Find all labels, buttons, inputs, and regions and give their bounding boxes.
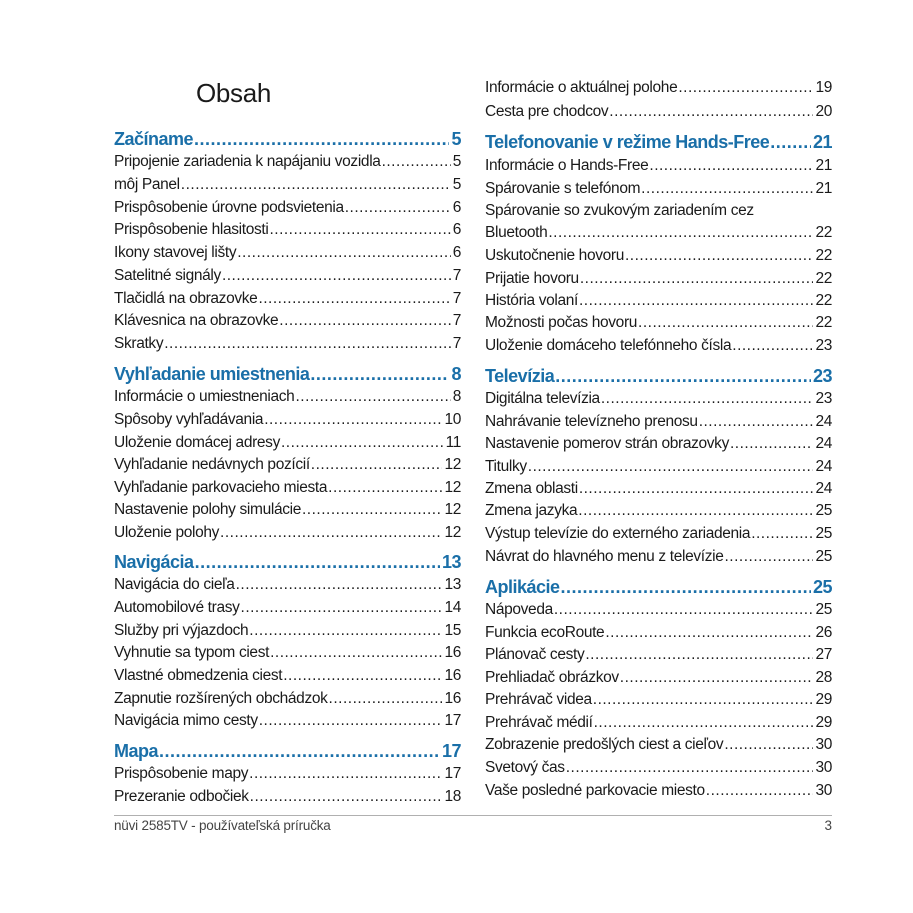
toc-page-number: 29 bbox=[815, 691, 832, 708]
toc-entry-title: môj Panel bbox=[114, 176, 180, 193]
toc-entry-title: Informácie o Hands-Free bbox=[485, 157, 649, 174]
toc-section-heading[interactable] bbox=[114, 738, 461, 764]
toc-leader-dots bbox=[328, 477, 442, 499]
toc-page-number: 24 bbox=[815, 435, 832, 452]
toc-page-number: 21 bbox=[815, 157, 832, 174]
toc-entry-title: Informácie o aktuálnej polohe bbox=[485, 79, 678, 96]
toc-page-number: 17 bbox=[441, 741, 461, 761]
toc-entry-title: Vyhľadanie umiestnenia bbox=[114, 364, 310, 384]
toc-entry-title: Výstup televízie do externého zariadenia bbox=[485, 525, 751, 542]
toc-leader-dots bbox=[730, 433, 813, 455]
toc-entry-title: Služby pri výjazdoch bbox=[114, 622, 249, 639]
toc-section-heading[interactable] bbox=[485, 363, 832, 389]
toc-entry-title: Aplikácie bbox=[485, 577, 560, 597]
toc-page-number: 13 bbox=[444, 576, 461, 593]
toc-entry[interactable] bbox=[485, 335, 832, 357]
toc-page-number: 25 bbox=[815, 525, 832, 542]
toc-page-number: 7 bbox=[452, 312, 461, 329]
toc-page-number: 22 bbox=[815, 247, 832, 264]
toc-page-number: 30 bbox=[815, 759, 832, 776]
toc-leader-dots bbox=[249, 763, 442, 785]
toc-page-number: 25 bbox=[812, 577, 832, 597]
toc-entry-title: Informácie o umiestneniach bbox=[114, 388, 295, 405]
toc-page-number: 23 bbox=[815, 337, 832, 354]
toc-leader-dots bbox=[594, 712, 814, 734]
toc-entry[interactable] bbox=[114, 499, 461, 521]
toc-entry-title: Satelitné signály bbox=[114, 267, 221, 284]
toc-entry-title: Nápoveda bbox=[485, 601, 553, 618]
toc-page-number: 23 bbox=[812, 366, 832, 386]
toc-page-number: 18 bbox=[444, 788, 461, 805]
toc-entry[interactable] bbox=[485, 546, 832, 568]
toc-entry-title: Prezeranie odbočiek bbox=[114, 788, 249, 805]
toc-leader-dots bbox=[270, 642, 442, 664]
toc-page-number: 30 bbox=[815, 736, 832, 753]
toc-entry[interactable] bbox=[485, 500, 832, 522]
toc-leader-dots bbox=[345, 197, 451, 219]
toc-page-number: 7 bbox=[452, 335, 461, 352]
toc-entry-title: Prijatie hovoru bbox=[485, 270, 579, 287]
toc-entry-title: Mapa bbox=[114, 741, 159, 761]
toc-leader-dots bbox=[164, 333, 450, 355]
toc-entry[interactable] bbox=[114, 454, 461, 476]
toc-leader-dots bbox=[649, 155, 813, 177]
toc-leader-dots bbox=[770, 129, 811, 155]
toc-entry-title: Pripojenie zariadenia k napájaniu vozidla bbox=[114, 153, 381, 170]
toc-leader-dots bbox=[283, 665, 442, 687]
toc-leader-dots bbox=[641, 178, 813, 200]
toc-leader-dots bbox=[620, 667, 814, 689]
toc-entry-title: Uloženie domáceho telefónneho čísla bbox=[485, 337, 732, 354]
toc-entry[interactable] bbox=[485, 101, 832, 123]
toc-entry[interactable] bbox=[485, 268, 832, 290]
toc-page-number: 11 bbox=[445, 434, 461, 451]
toc-entry-title: Prehliadač obrázkov bbox=[485, 669, 619, 686]
toc-page-number: 6 bbox=[452, 199, 461, 216]
toc-page-number: 5 bbox=[452, 153, 461, 170]
toc-page-number: 24 bbox=[815, 413, 832, 430]
toc-page-number: 12 bbox=[444, 479, 461, 496]
toc-leader-dots bbox=[220, 522, 442, 544]
toc-leader-dots bbox=[579, 290, 813, 312]
toc-page-number: 24 bbox=[815, 480, 832, 497]
toc-page-number: 12 bbox=[444, 456, 461, 473]
toc-page-number: 26 bbox=[815, 624, 832, 641]
toc-entry-title: Televízia bbox=[485, 366, 555, 386]
toc-entry[interactable] bbox=[114, 265, 461, 287]
toc-page-number: 21 bbox=[812, 132, 832, 152]
toc-entry-title: Nahrávanie televízneho prenosu bbox=[485, 413, 698, 430]
toc-entry-title: Vyhnutie sa typom ciest bbox=[114, 644, 270, 661]
toc-leader-dots bbox=[625, 245, 813, 267]
toc-entry-title: Svetový čas bbox=[485, 759, 565, 776]
toc-leader-dots bbox=[302, 499, 442, 521]
toc-page-number: 16 bbox=[444, 667, 461, 684]
toc-entry-title: Prispôsobenie mapy bbox=[114, 765, 249, 782]
toc-page-number: 5 bbox=[452, 176, 461, 193]
toc-entry[interactable] bbox=[485, 245, 832, 267]
toc-entry-title: Digitálna televízia bbox=[485, 390, 600, 407]
toc-section-heading[interactable] bbox=[114, 361, 461, 387]
toc-leader-dots bbox=[195, 549, 440, 575]
toc-entry-title: Vlastné obmedzenia ciest bbox=[114, 667, 283, 684]
toc-entry[interactable] bbox=[485, 780, 832, 802]
toc-page-number: 25 bbox=[815, 502, 832, 519]
toc-entry-title: Skratky bbox=[114, 335, 164, 352]
toc-entry[interactable] bbox=[114, 151, 461, 173]
toc-entry-title: Prispôsobenie hlasitosti bbox=[114, 221, 269, 238]
toc-page-number: 22 bbox=[815, 270, 832, 287]
toc-entry-title: Klávesnica na obrazovke bbox=[114, 312, 279, 329]
toc-leader-dots bbox=[555, 363, 811, 389]
toc-entry[interactable] bbox=[485, 200, 832, 222]
toc-entry[interactable] bbox=[114, 386, 461, 408]
toc-entry-title: Telefonovanie v režime Hands-Free bbox=[485, 132, 770, 152]
toc-leader-dots bbox=[601, 388, 814, 410]
toc-entry[interactable] bbox=[485, 456, 832, 478]
toc-entry[interactable] bbox=[485, 178, 832, 200]
toc-leader-dots bbox=[585, 644, 813, 666]
toc-entry-title: Titulky bbox=[485, 458, 527, 475]
toc-leader-dots bbox=[269, 219, 450, 241]
toc-entry-title: Zobrazenie predošlých ciest a cieľov bbox=[485, 736, 724, 753]
toc-leader-dots bbox=[295, 386, 450, 408]
toc-entry[interactable] bbox=[114, 242, 461, 264]
toc-page-number: 14 bbox=[444, 599, 461, 616]
toc-page-number: 28 bbox=[815, 669, 832, 686]
toc-entry[interactable] bbox=[485, 312, 832, 334]
toc-page-number: 13 bbox=[441, 552, 461, 572]
toc-entry-title: Zmena jazyka bbox=[485, 502, 578, 519]
toc-leader-dots bbox=[329, 688, 443, 710]
toc-page-number: 22 bbox=[815, 292, 832, 309]
footer-divider bbox=[114, 815, 832, 816]
footer-page-number: 3 bbox=[824, 818, 832, 833]
toc-leader-dots bbox=[249, 620, 442, 642]
toc-page-number: 19 bbox=[815, 79, 832, 96]
toc-leader-dots bbox=[724, 546, 813, 568]
toc-page-number: 20 bbox=[815, 103, 832, 120]
toc-page-number: 10 bbox=[444, 411, 461, 428]
toc-leader-dots bbox=[593, 689, 814, 711]
toc-page-number: 24 bbox=[815, 458, 832, 475]
toc-leader-dots bbox=[580, 268, 814, 290]
toc-leader-dots bbox=[528, 456, 814, 478]
toc-entry[interactable] bbox=[485, 478, 832, 500]
toc-entry-title: Vyhľadanie parkovacieho miesta bbox=[114, 479, 328, 496]
toc-leader-dots bbox=[566, 757, 814, 779]
toc-page-number: 7 bbox=[452, 290, 461, 307]
toc-leader-dots bbox=[279, 310, 450, 332]
toc-entry[interactable] bbox=[114, 786, 461, 808]
toc-page-number: 16 bbox=[444, 690, 461, 707]
toc-page-number: 22 bbox=[815, 224, 832, 241]
toc-entry[interactable] bbox=[485, 290, 832, 312]
toc-page-number: 25 bbox=[815, 548, 832, 565]
toc-entry[interactable] bbox=[114, 688, 461, 710]
toc-page-number: 25 bbox=[815, 601, 832, 618]
toc-entry[interactable] bbox=[114, 310, 461, 332]
toc-entry-title: Prehrávač médií bbox=[485, 714, 593, 731]
toc-entry-title: Vaše posledné parkovacie miesto bbox=[485, 782, 705, 799]
toc-entry[interactable] bbox=[114, 710, 461, 732]
toc-entry[interactable] bbox=[114, 432, 461, 454]
toc-entry-title: História volaní bbox=[485, 292, 578, 309]
toc-leader-dots bbox=[241, 597, 443, 619]
toc-entry[interactable] bbox=[114, 574, 461, 596]
toc-entry-title: Prehrávač videa bbox=[485, 691, 592, 708]
toc-entry-title: Nastavenie polohy simulácie bbox=[114, 501, 301, 518]
toc-leader-dots bbox=[259, 710, 443, 732]
toc-entry[interactable] bbox=[485, 757, 832, 779]
toc-leader-dots bbox=[258, 288, 450, 310]
toc-entry[interactable] bbox=[485, 523, 832, 545]
toc-page-number: 6 bbox=[452, 221, 461, 238]
toc-page-number: 8 bbox=[451, 364, 461, 384]
toc-entry-title: Ikony stavovej lišty bbox=[114, 244, 237, 261]
toc-entry[interactable] bbox=[114, 288, 461, 310]
toc-page-number: 6 bbox=[452, 244, 461, 261]
toc-entry-title: Návrat do hlavného menu z televízie bbox=[485, 548, 724, 565]
toc-leader-dots bbox=[310, 361, 449, 387]
toc-entry-title: Funkcia ecoRoute bbox=[485, 624, 605, 641]
toc-leader-dots bbox=[281, 432, 444, 454]
toc-entry[interactable] bbox=[485, 599, 832, 621]
toc-leader-dots bbox=[751, 523, 813, 545]
toc-entry[interactable] bbox=[114, 597, 461, 619]
toc-page-number: 8 bbox=[452, 388, 461, 405]
toc-page-number: 12 bbox=[444, 501, 461, 518]
toc-entry-title: Uloženie polohy bbox=[114, 524, 220, 541]
toc-entry[interactable] bbox=[485, 155, 832, 177]
toc-leader-dots bbox=[578, 500, 813, 522]
toc-leader-dots bbox=[382, 151, 451, 173]
toc-entry[interactable] bbox=[485, 388, 832, 410]
toc-entry[interactable] bbox=[114, 477, 461, 499]
toc-entry[interactable] bbox=[485, 734, 832, 756]
toc-entry-title: Spárovanie so zvukovým zariadením cez bbox=[485, 202, 754, 219]
toc-page-number: 29 bbox=[815, 714, 832, 731]
toc-page-number: 22 bbox=[815, 314, 832, 331]
toc-leader-dots bbox=[194, 126, 449, 152]
toc-entry-title: Vyhľadanie nedávnych pozícií bbox=[114, 456, 310, 473]
toc-page-number: 21 bbox=[815, 180, 832, 197]
toc-leader-dots bbox=[579, 478, 814, 500]
toc-leader-dots bbox=[159, 738, 440, 764]
toc-entry-title: Uskutočnenie hovoru bbox=[485, 247, 624, 264]
page-title: Obsah bbox=[195, 78, 272, 108]
toc-entry-title: Možnosti počas hovoru bbox=[485, 314, 638, 331]
toc-entry[interactable] bbox=[114, 620, 461, 642]
toc-entry[interactable] bbox=[114, 665, 461, 687]
toc-entry[interactable] bbox=[485, 411, 832, 433]
toc-entry-title: Prispôsobenie úrovne podsvietenia bbox=[114, 199, 344, 216]
toc-entry[interactable] bbox=[114, 197, 461, 219]
toc-leader-dots bbox=[724, 734, 813, 756]
toc-entry-title: Navigácia mimo cesty bbox=[114, 712, 258, 729]
toc-entry-title: Zapnutie rozšírených obchádzok bbox=[114, 690, 328, 707]
toc-leader-dots bbox=[638, 312, 813, 334]
toc-entry[interactable] bbox=[114, 522, 461, 544]
toc-entry-title: Nastavenie pomerov strán obrazovky bbox=[485, 435, 729, 452]
toc-entry-title: Cesta pre chodcov bbox=[485, 103, 609, 120]
toc-leader-dots bbox=[609, 101, 813, 123]
toc-entry[interactable] bbox=[485, 433, 832, 455]
toc-entry-title: Zmena oblasti bbox=[485, 480, 578, 497]
toc-entry[interactable] bbox=[114, 409, 461, 431]
toc-leader-dots bbox=[678, 77, 813, 99]
toc-leader-dots bbox=[548, 222, 813, 244]
toc-entry-title: Navigácia do cieľa bbox=[114, 576, 235, 593]
toc-entry[interactable] bbox=[485, 667, 832, 689]
toc-entry[interactable] bbox=[114, 763, 461, 785]
toc-page-number: 12 bbox=[444, 524, 461, 541]
toc-entry-title: Uloženie domácej adresy bbox=[114, 434, 280, 451]
toc-leader-dots bbox=[237, 242, 451, 264]
toc-entry[interactable] bbox=[485, 712, 832, 734]
toc-page-number: 7 bbox=[452, 267, 461, 284]
toc-section-heading[interactable] bbox=[485, 129, 832, 155]
toc-leader-dots bbox=[699, 411, 814, 433]
toc-entry[interactable] bbox=[114, 333, 461, 355]
toc-entry[interactable] bbox=[485, 622, 832, 644]
toc-page-number: 17 bbox=[444, 765, 461, 782]
toc-leader-dots bbox=[264, 409, 442, 431]
toc-leader-dots bbox=[250, 786, 443, 808]
toc-page-number: 5 bbox=[451, 129, 461, 149]
toc-page-number: 30 bbox=[815, 782, 832, 799]
toc-entry[interactable] bbox=[485, 77, 832, 99]
toc-page-number: 27 bbox=[815, 646, 832, 663]
toc-leader-dots bbox=[222, 265, 451, 287]
toc-page-number: 23 bbox=[815, 390, 832, 407]
toc-entry[interactable] bbox=[485, 689, 832, 711]
toc-leader-dots bbox=[236, 574, 443, 596]
toc-leader-dots bbox=[561, 574, 811, 600]
toc-entry-title: Začíname bbox=[114, 129, 194, 149]
toc-leader-dots bbox=[605, 622, 813, 644]
toc-entry-title: Spôsoby vyhľadávania bbox=[114, 411, 264, 428]
toc-entry[interactable] bbox=[114, 642, 461, 664]
toc-section-heading[interactable] bbox=[114, 126, 461, 152]
toc-leader-dots bbox=[554, 599, 814, 621]
toc-page-number: 17 bbox=[444, 712, 461, 729]
toc-page-number: 16 bbox=[444, 644, 461, 661]
toc-entry[interactable] bbox=[485, 644, 832, 666]
toc-entry-title: Automobilové trasy bbox=[114, 599, 240, 616]
toc-leader-dots bbox=[311, 454, 443, 476]
toc-entry[interactable] bbox=[114, 219, 461, 241]
toc-entry-title: Navigácia bbox=[114, 552, 194, 572]
toc-leader-dots bbox=[706, 780, 814, 802]
toc-entry-title: Bluetooth bbox=[485, 224, 548, 241]
toc-section-heading[interactable] bbox=[485, 574, 832, 600]
toc-entry[interactable] bbox=[114, 174, 461, 196]
toc-entry-title: Tlačidlá na obrazovke bbox=[114, 290, 258, 307]
toc-leader-dots bbox=[732, 335, 813, 357]
toc-section-heading[interactable] bbox=[114, 549, 461, 575]
toc-entry[interactable] bbox=[485, 222, 832, 244]
toc-leader-dots bbox=[181, 174, 451, 196]
toc-entry-title: Spárovanie s telefónom bbox=[485, 180, 641, 197]
toc-entry-title: Plánovač cesty bbox=[485, 646, 585, 663]
footer-manual-title: nüvi 2585TV - používateľská príručka bbox=[114, 818, 331, 833]
toc-page-number: 15 bbox=[444, 622, 461, 639]
